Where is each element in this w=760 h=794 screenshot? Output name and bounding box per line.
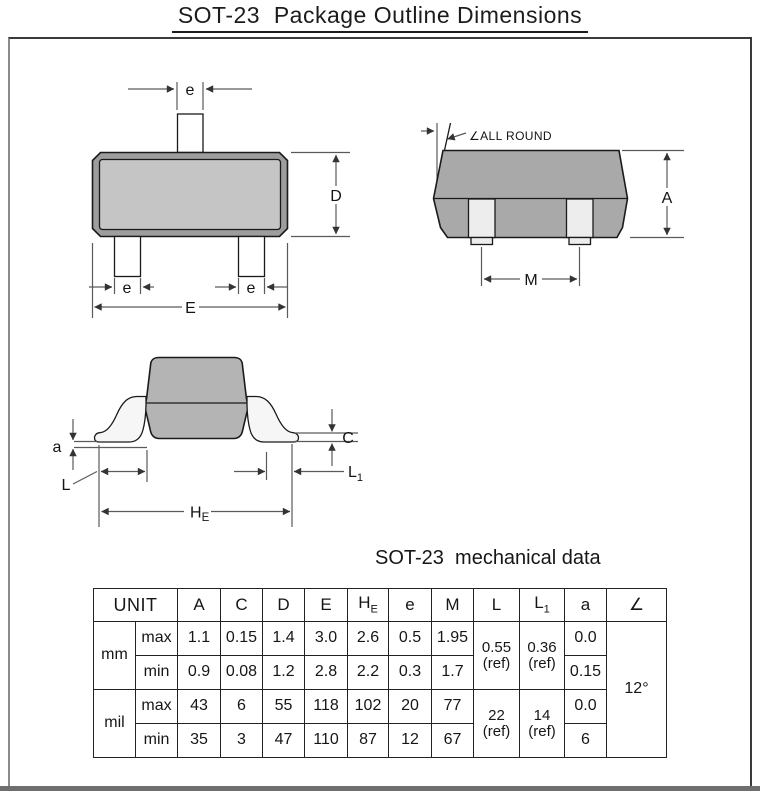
lead-right <box>247 397 299 443</box>
table-cell: 1.2 <box>263 656 305 690</box>
table-cell: 0.15 <box>221 622 263 656</box>
col-header-a: a <box>565 589 607 622</box>
row-label-min: min <box>136 656 178 690</box>
table-cell-L-mm: 0.55 (ref) <box>474 622 520 690</box>
table-cell: 2.8 <box>305 656 348 690</box>
bottom-pin-right <box>239 237 265 277</box>
dim-label-L: L <box>61 477 71 494</box>
all-round-label: ∠ALL ROUND <box>469 129 552 143</box>
unit-cell-mil: mil <box>94 690 136 758</box>
top-pin <box>178 114 204 153</box>
dim-label-e-top: e <box>185 82 195 99</box>
mechanical-data-title: SOT-23 mechanical data <box>375 547 601 569</box>
front-pad-right <box>567 199 594 238</box>
col-header-unit: UNIT <box>94 589 178 622</box>
table-cell: 47 <box>263 724 305 758</box>
table-cell-L-mil: 22 (ref) <box>474 690 520 758</box>
table-cell: 1.95 <box>432 622 474 656</box>
row-label-max: max <box>136 690 178 724</box>
table-cell: 0.0 <box>565 690 607 724</box>
table-cell: 0.15 <box>565 656 607 690</box>
table-cell: 0.3 <box>389 656 432 690</box>
table-cell: 35 <box>178 724 221 758</box>
profile-view-diagram <box>53 358 363 528</box>
table-header-row <box>94 589 667 622</box>
table-cell: 3.0 <box>305 622 348 656</box>
lead-left <box>95 397 147 443</box>
table-cell: 0.9 <box>178 656 221 690</box>
table-cell-L1-mil: 14 (ref) <box>520 690 565 758</box>
table-row-mm-max <box>94 622 667 656</box>
table-cell: 43 <box>178 690 221 724</box>
dim-label-C: C <box>342 430 354 447</box>
table-cell: 12 <box>389 724 432 758</box>
table-cell: 1.1 <box>178 622 221 656</box>
table-cell: 55 <box>263 690 305 724</box>
front-pad-left <box>469 199 496 238</box>
col-header-A: A <box>178 589 221 622</box>
col-header-HE: $H_E$ <box>348 589 389 622</box>
table-cell: 110 <box>305 724 348 758</box>
package-body-profile <box>145 358 248 439</box>
col-header-L: L <box>474 589 520 622</box>
table-cell: 2.2 <box>348 656 389 690</box>
front-pad-left-tab <box>471 238 493 245</box>
dim-label-a: a <box>52 439 62 456</box>
table-cell: 0.0 <box>565 622 607 656</box>
dim-label-D: D <box>330 188 342 205</box>
dim-label-HE: $H_E$ <box>190 504 210 524</box>
table-cell: 67 <box>432 724 474 758</box>
table-row-mil-min <box>94 724 667 758</box>
table-cell: 102 <box>348 690 389 724</box>
table-cell: 1.4 <box>263 622 305 656</box>
row-label-max: max <box>136 622 178 656</box>
row-label-min: min <box>136 724 178 758</box>
front-pad-right-tab <box>569 238 591 245</box>
dim-label-L1: $L_1$ <box>348 464 364 484</box>
table-cell: 0.08 <box>221 656 263 690</box>
table-cell: 3 <box>221 724 263 758</box>
table-cell: 0.5 <box>389 622 432 656</box>
table-cell: 87 <box>348 724 389 758</box>
package-body-3d <box>434 151 628 238</box>
dim-label-M: M <box>524 272 538 289</box>
table-cell: 20 <box>389 690 432 724</box>
col-header-C: C <box>221 589 263 622</box>
dim-label-A: A <box>661 190 673 207</box>
col-header-e: e <box>389 589 432 622</box>
dim-label-E: E <box>185 300 196 317</box>
end-view-diagram <box>421 123 684 289</box>
page-title: SOT-23 Package Outline Dimensions <box>172 2 588 33</box>
table-cell: 6 <box>221 690 263 724</box>
dim-label-e-left: e <box>122 280 132 297</box>
col-header-D: D <box>263 589 305 622</box>
col-header-M: M <box>432 589 474 622</box>
col-header-angle: ∠ <box>607 589 667 622</box>
col-header-E: E <box>305 589 348 622</box>
table-cell: 1.7 <box>432 656 474 690</box>
mechanical-data-table <box>93 588 667 758</box>
table-cell: 77 <box>432 690 474 724</box>
table-row-mm-min <box>94 656 667 690</box>
table-row-mil-max <box>94 690 667 724</box>
table-cell: 118 <box>305 690 348 724</box>
table-cell-angle: 12° <box>607 622 667 758</box>
col-header-L1: $L_1$ <box>520 589 565 622</box>
bottom-rule <box>0 786 760 791</box>
table-cell: 6 <box>565 724 607 758</box>
top-view-diagram <box>89 82 350 318</box>
package-body-inner <box>100 160 281 230</box>
table-cell: 2.6 <box>348 622 389 656</box>
dim-label-e-right: e <box>246 280 256 297</box>
unit-cell-mm: mm <box>94 622 136 690</box>
table-cell-L1-mm: 0.36 (ref) <box>520 622 565 690</box>
bottom-pin-left <box>115 237 141 277</box>
